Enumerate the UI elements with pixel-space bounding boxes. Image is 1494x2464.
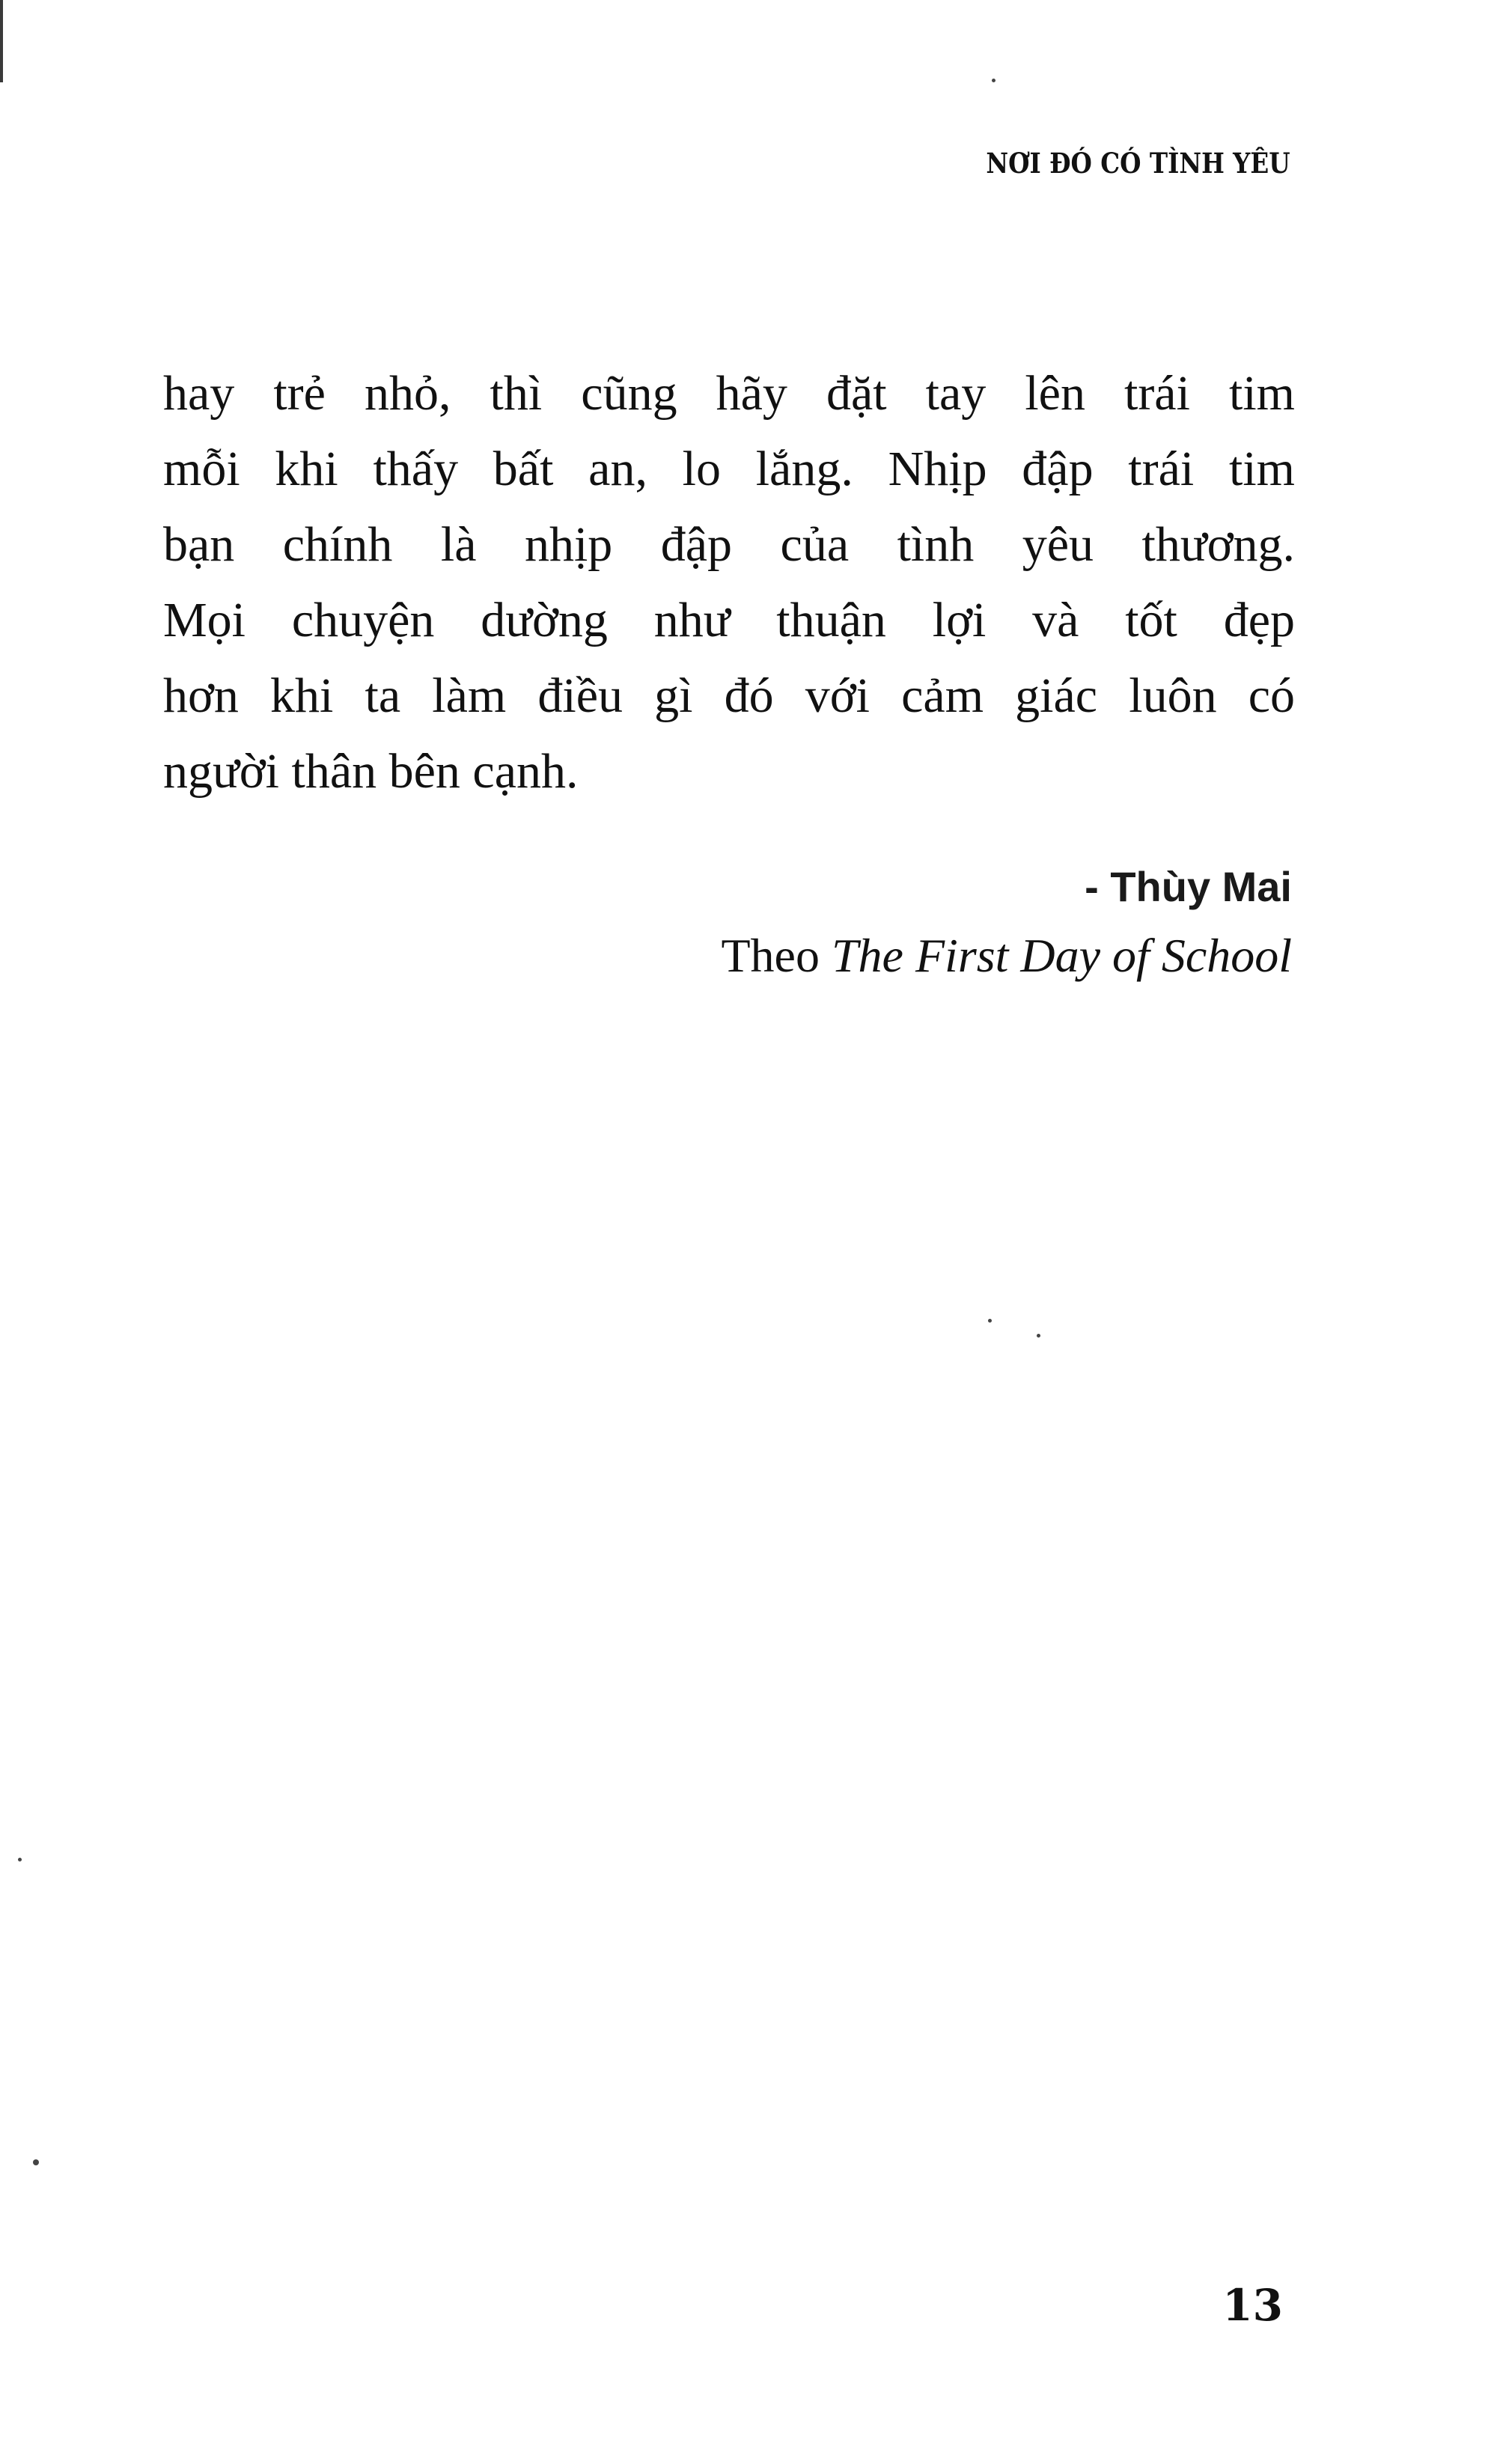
source-title: The First Day of School bbox=[831, 929, 1292, 982]
print-speck bbox=[33, 2159, 39, 2165]
paragraph-line: hay trẻ nhỏ, thì cũng hãy đặt tay lên trái tim bbox=[163, 366, 1295, 421]
paragraph-line: bạn chính là nhịp đập của tình yêu thương. bbox=[163, 517, 1295, 572]
running-head: NƠI ĐÓ CÓ TÌNH YÊU bbox=[986, 147, 1290, 180]
print-speck bbox=[18, 1858, 22, 1861]
paragraph-line: hơn khi ta làm điều gì đó với cảm giác luôn có bbox=[163, 668, 1295, 723]
print-speck bbox=[1037, 1334, 1040, 1338]
page-binding-edge bbox=[0, 0, 3, 82]
paragraph-line: Mọi chuyện dường như thuận lợi và tốt đẹp bbox=[163, 593, 1295, 647]
paragraph-line: mỗi khi thấy bất an, lo lắng. Nhịp đập trái tim bbox=[163, 442, 1295, 496]
body-paragraph bbox=[163, 356, 1295, 809]
print-speck bbox=[988, 1319, 992, 1323]
paragraph-line: người thân bên cạnh. bbox=[163, 744, 579, 799]
source-attribution bbox=[721, 928, 1292, 984]
author-attribution: - Thùy Mai bbox=[1085, 863, 1292, 910]
source-prefix: Theo bbox=[721, 929, 820, 982]
print-speck bbox=[992, 79, 996, 82]
page-number: 13 bbox=[1222, 2280, 1283, 2331]
